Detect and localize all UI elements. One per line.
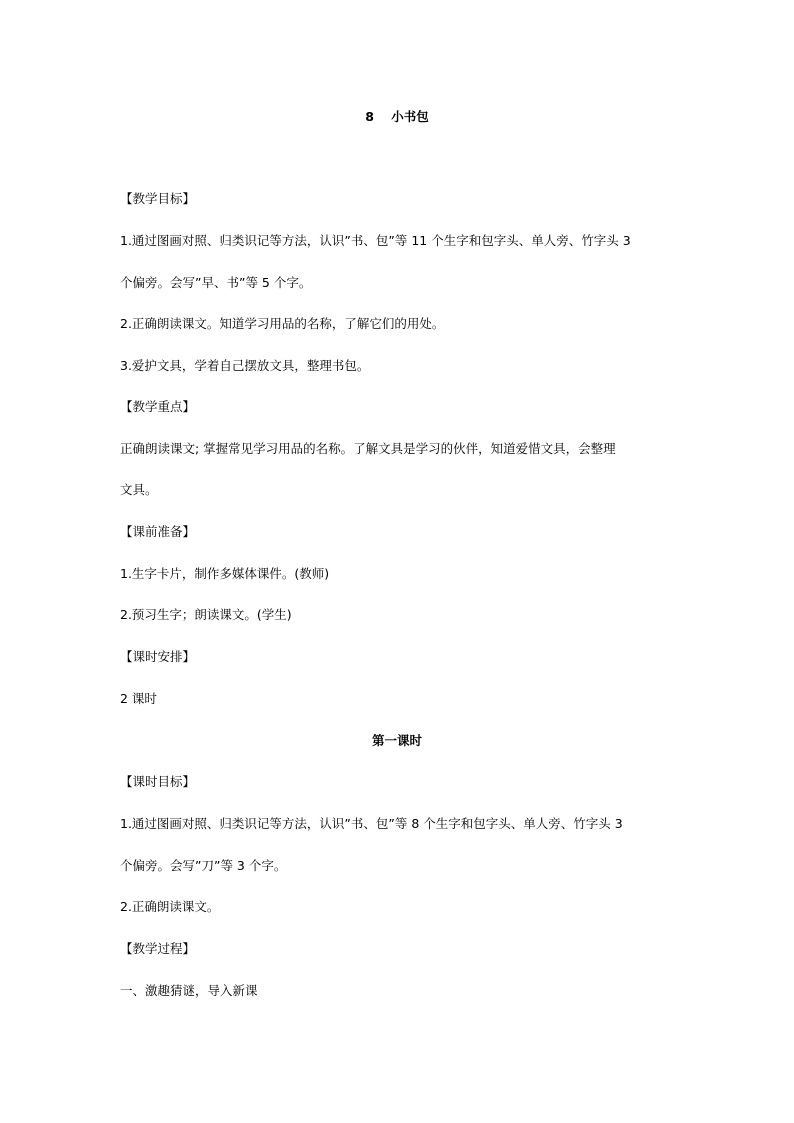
lesson-goal-1-line-1: 1.通过图画对照、归类识记等方法，认识”书、包”等 8 个生字和包字头、单人旁、竹字头 3: [120, 816, 623, 831]
process-heading: 【教学过程】: [120, 941, 196, 956]
focus-heading: 【教学重点】: [120, 399, 196, 414]
prep-item-1: 1.生字卡片，制作多媒体课件。(教师): [120, 566, 330, 581]
lesson-1-heading: 第一课时: [371, 733, 422, 748]
page-title: 8 小书包: [365, 109, 429, 124]
prep-heading: 【课前准备】: [120, 524, 196, 539]
focus-line-2: 文具。: [120, 482, 158, 497]
schedule-value: 2 课时: [120, 691, 157, 706]
process-step-1: 一、激趣猜谜，导入新课: [120, 983, 258, 998]
goal-1-line-1: 1.通过图画对照、归类识记等方法，认识”书、包”等 11 个生字和包字头、单人旁、竹字头 3: [120, 233, 631, 248]
goal-1-line-2: 个偏旁。会写”早、书”等 5 个字。: [120, 275, 312, 290]
lesson-goal-1-line-2: 个偏旁。会写”刀”等 3 个字。: [120, 858, 287, 873]
goal-2: 2.正确朗读课文。知道学习用品的名称，了解它们的用处。: [120, 316, 445, 331]
goal-3: 3.爱护文具，学着自己摆放文具，整理书包。: [120, 358, 370, 373]
schedule-heading: 【课时安排】: [120, 649, 196, 664]
lesson-goals-heading: 【课时目标】: [120, 774, 196, 789]
goals-heading: 【教学目标】: [120, 191, 196, 206]
lesson-goal-2: 2.正确朗读课文。: [120, 899, 220, 914]
prep-item-2: 2.预习生字；朗读课文。(学生): [120, 607, 292, 622]
focus-line-1: 正确朗读课文; 掌握常见学习用品的名称。了解文具是学习的伙伴，知道爱惜文具，会整理: [120, 441, 616, 456]
